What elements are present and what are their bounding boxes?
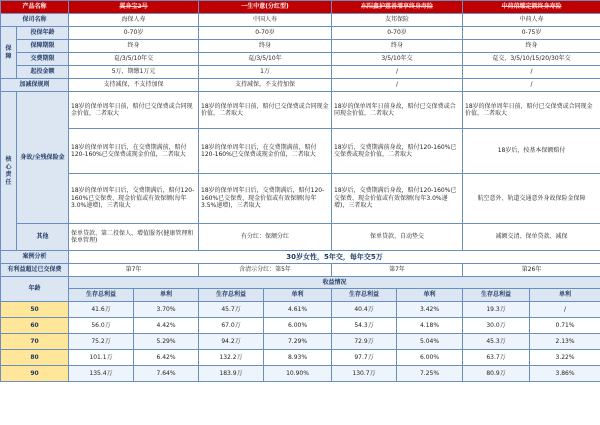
add-rule-label: 加减保规则 <box>1 79 69 92</box>
income-row <box>1 350 600 366</box>
min-row <box>1 66 600 79</box>
income-cell: 4.61% <box>264 302 332 318</box>
income-cell: 40.4万 <box>332 302 397 318</box>
min-cell: 1万 <box>199 66 332 79</box>
income-cell: 4.42% <box>134 318 199 334</box>
add-rule-cell: / <box>463 79 600 92</box>
income-title: 收益情况 <box>69 277 600 289</box>
pay-label: 交费期限 <box>17 53 69 66</box>
death-row-3 <box>1 174 600 224</box>
income-cell: 45.3万 <box>463 334 530 350</box>
col-total-header: 生存总利益 <box>463 289 530 302</box>
product-2-name: 一生中意(分红型) <box>199 1 332 14</box>
income-cell: 10.90% <box>264 366 332 382</box>
group-protect-label: 保障 <box>1 27 17 79</box>
age-label: 投保年龄 <box>17 27 69 40</box>
income-cell: 19.3万 <box>463 302 530 318</box>
other-cell: 减额交清、保单贷款、减保 <box>463 224 600 251</box>
col-single-header: 单利 <box>397 289 463 302</box>
age-cell: 80 <box>1 350 69 366</box>
income-cell: 5.29% <box>134 334 199 350</box>
income-cell: 183.9万 <box>199 366 264 382</box>
add-rule-row <box>1 79 600 92</box>
income-cell: 132.2万 <box>199 350 264 366</box>
income-cell: 4.18% <box>397 318 463 334</box>
add-rule-cell: / <box>332 79 463 92</box>
death-cell: 18岁的保单周年日后，在交费期满前，赔付120-160%已交保费或现金价值，二者取大 <box>199 129 332 174</box>
income-cell: 130.7万 <box>332 366 397 382</box>
death-label: 身故/全残保险金 <box>17 92 69 224</box>
death-cell: 18岁的保单周年日前，赔付已交保费或合同现金价值，二者取大 <box>199 92 332 129</box>
income-cell: 41.6万 <box>69 302 134 318</box>
year-pass-cell: 第26年 <box>463 264 600 277</box>
header-label: 产品名称 <box>1 1 69 14</box>
product-3-name: 东阳鑫护慈善增享终身寿险 <box>332 1 463 14</box>
year-pass-cell: 含清示分红：第5年 <box>199 264 332 277</box>
period-cell: 终身 <box>463 40 600 53</box>
min-label: 起投金额 <box>17 66 69 79</box>
insurer-row <box>1 14 600 27</box>
pay-cell: 3/5/10年交 <box>332 53 463 66</box>
income-cell: 3.22% <box>530 350 600 366</box>
age-cell: 0-70岁 <box>332 27 463 40</box>
income-row <box>1 318 600 334</box>
income-col-header-row <box>1 289 600 302</box>
insurer-cell: 友邦保险 <box>332 14 463 27</box>
death-cell: 18岁后，交费期满后身故，赔付120-160%已交保费、现金价值或有效保额(每年3.0%递增)，三者取大 <box>332 174 463 224</box>
death-cell: 18岁的保单周年日后，交费期满后，赔付120-160%已交保费、现金价值或有效保额(每年3.5%递增)，三者取大 <box>199 174 332 224</box>
pay-row <box>1 53 600 66</box>
income-row <box>1 302 600 318</box>
income-cell: 75.2万 <box>69 334 134 350</box>
income-cell: 5.04% <box>397 334 463 350</box>
period-label: 保障期限 <box>17 40 69 53</box>
min-cell: / <box>463 66 600 79</box>
period-cell: 终身 <box>332 40 463 53</box>
income-cell: 0.71% <box>530 318 600 334</box>
min-cell: / <box>332 66 463 79</box>
age-cell: 60 <box>1 318 69 334</box>
col-total-header: 生存总利益 <box>199 289 264 302</box>
age-cell: 0-70岁 <box>199 27 332 40</box>
income-cell: 80.9万 <box>463 366 530 382</box>
age-cell: 70 <box>1 334 69 350</box>
col-single-header: 单利 <box>264 289 332 302</box>
other-cell: 有分红：保额分红 <box>199 224 332 251</box>
death-cell: 18岁的保单周年日前，赔付已交保费或合同现金价值，二者取大 <box>69 92 199 129</box>
period-row <box>1 40 600 53</box>
insurer-label: 保司名称 <box>1 14 69 27</box>
col-total-header: 生存总利益 <box>332 289 397 302</box>
death-cell: 18岁的保单周年日前，赔付已交保费或合同现金价值，二者取大 <box>463 92 600 129</box>
income-title-row <box>1 277 600 289</box>
income-cell: 3.86% <box>530 366 600 382</box>
age-cell: 0-70岁 <box>69 27 199 40</box>
death-row-2 <box>1 129 600 174</box>
col-single-header: 单利 <box>134 289 199 302</box>
age-column-label: 年龄 <box>1 277 69 302</box>
income-cell: 54.3万 <box>332 318 397 334</box>
product-4-name: 中荷荣耀定额终身寿险 <box>463 1 600 14</box>
other-cell: 保单贷款、自动垫交 <box>332 224 463 251</box>
income-cell: 7.29% <box>264 334 332 350</box>
insurer-cell: 中荷人寿 <box>463 14 600 27</box>
death-cell: 航空意外、轨道交通意外身故保险金保障 <box>463 174 600 224</box>
income-cell: 56.0万 <box>69 318 134 334</box>
year-pass-cell: 第7年 <box>69 264 199 277</box>
case-label: 案例分析 <box>1 251 69 264</box>
col-single-header: 单利 <box>530 289 600 302</box>
other-row <box>1 224 600 251</box>
income-cell: 6.00% <box>397 350 463 366</box>
income-row <box>1 334 600 350</box>
header-row <box>1 1 600 14</box>
income-cell: 2.13% <box>530 334 600 350</box>
income-cell: 7.64% <box>134 366 199 382</box>
case-row <box>1 251 600 264</box>
income-cell: / <box>530 302 600 318</box>
age-row <box>1 27 600 40</box>
death-cell: 18岁的保单周年日后，在交费期满前，赔付120-160%已交保费或现金价值，二者取大 <box>69 129 199 174</box>
pay-cell: 趸/3/5/10年交 <box>69 53 199 66</box>
period-cell: 终身 <box>69 40 199 53</box>
income-cell: 63.7万 <box>463 350 530 366</box>
income-cell: 135.4万 <box>69 366 134 382</box>
income-cell: 6.00% <box>264 318 332 334</box>
age-cell: 90 <box>1 366 69 382</box>
death-cell: 18岁后，按基本保额赔付 <box>463 129 600 174</box>
pay-cell: 趸交、3/5/10/15/20/30年交 <box>463 53 600 66</box>
year-pass-label: 有利益超过已交保费 <box>1 264 69 277</box>
income-cell: 72.9万 <box>332 334 397 350</box>
death-cell: 18岁的保单周年日前身故，赔付已交保费或合同现金价值，二者取大 <box>332 92 463 129</box>
other-label: 其他 <box>17 224 69 251</box>
year-pass-row <box>1 264 600 277</box>
income-cell: 97.7万 <box>332 350 397 366</box>
insurer-cell: 中国人寿 <box>199 14 332 27</box>
other-cell: 保单贷款、第二投保人、增值服务(健康管理和保单管理) <box>69 224 199 251</box>
income-cell: 6.42% <box>134 350 199 366</box>
income-row <box>1 366 600 382</box>
group-core-label: 核心责任 <box>1 92 17 251</box>
income-cell: 3.70% <box>134 302 199 318</box>
add-rule-cell: 支持减保，不支持加保 <box>199 79 332 92</box>
income-cell: 30.0万 <box>463 318 530 334</box>
product-1-name: 翼身宝2号 <box>69 1 199 14</box>
year-pass-cell: 第7年 <box>332 264 463 277</box>
income-cell: 7.25% <box>397 366 463 382</box>
income-cell: 101.1万 <box>69 350 134 366</box>
col-total-header: 生存总利益 <box>69 289 134 302</box>
death-row-1 <box>1 92 600 129</box>
case-description: 30岁女性，5年交，每年交5万 <box>69 251 600 264</box>
income-cell: 94.2万 <box>199 334 264 350</box>
pay-cell: 趸/3/5/10年 <box>199 53 332 66</box>
death-cell: 18岁的保单周年日后，交费期满后，赔付120-160%已交保费、现金价值或有效保额(每年3.0%递增)，三者取大 <box>69 174 199 224</box>
insurer-cell: 海保人寿 <box>69 14 199 27</box>
income-cell: 3.42% <box>397 302 463 318</box>
income-cell: 8.93% <box>264 350 332 366</box>
period-cell: 终身 <box>199 40 332 53</box>
income-cell: 45.7万 <box>199 302 264 318</box>
min-cell: 5万，期缴1万元 <box>69 66 199 79</box>
add-rule-cell: 支持减保，不支持加保 <box>69 79 199 92</box>
death-cell: 18岁后，交费期满前身故，赔付120-160%已交保费或现金价值，二者取大 <box>332 129 463 174</box>
age-cell: 50 <box>1 302 69 318</box>
income-cell: 67.0万 <box>199 318 264 334</box>
age-cell: 0-75岁 <box>463 27 600 40</box>
